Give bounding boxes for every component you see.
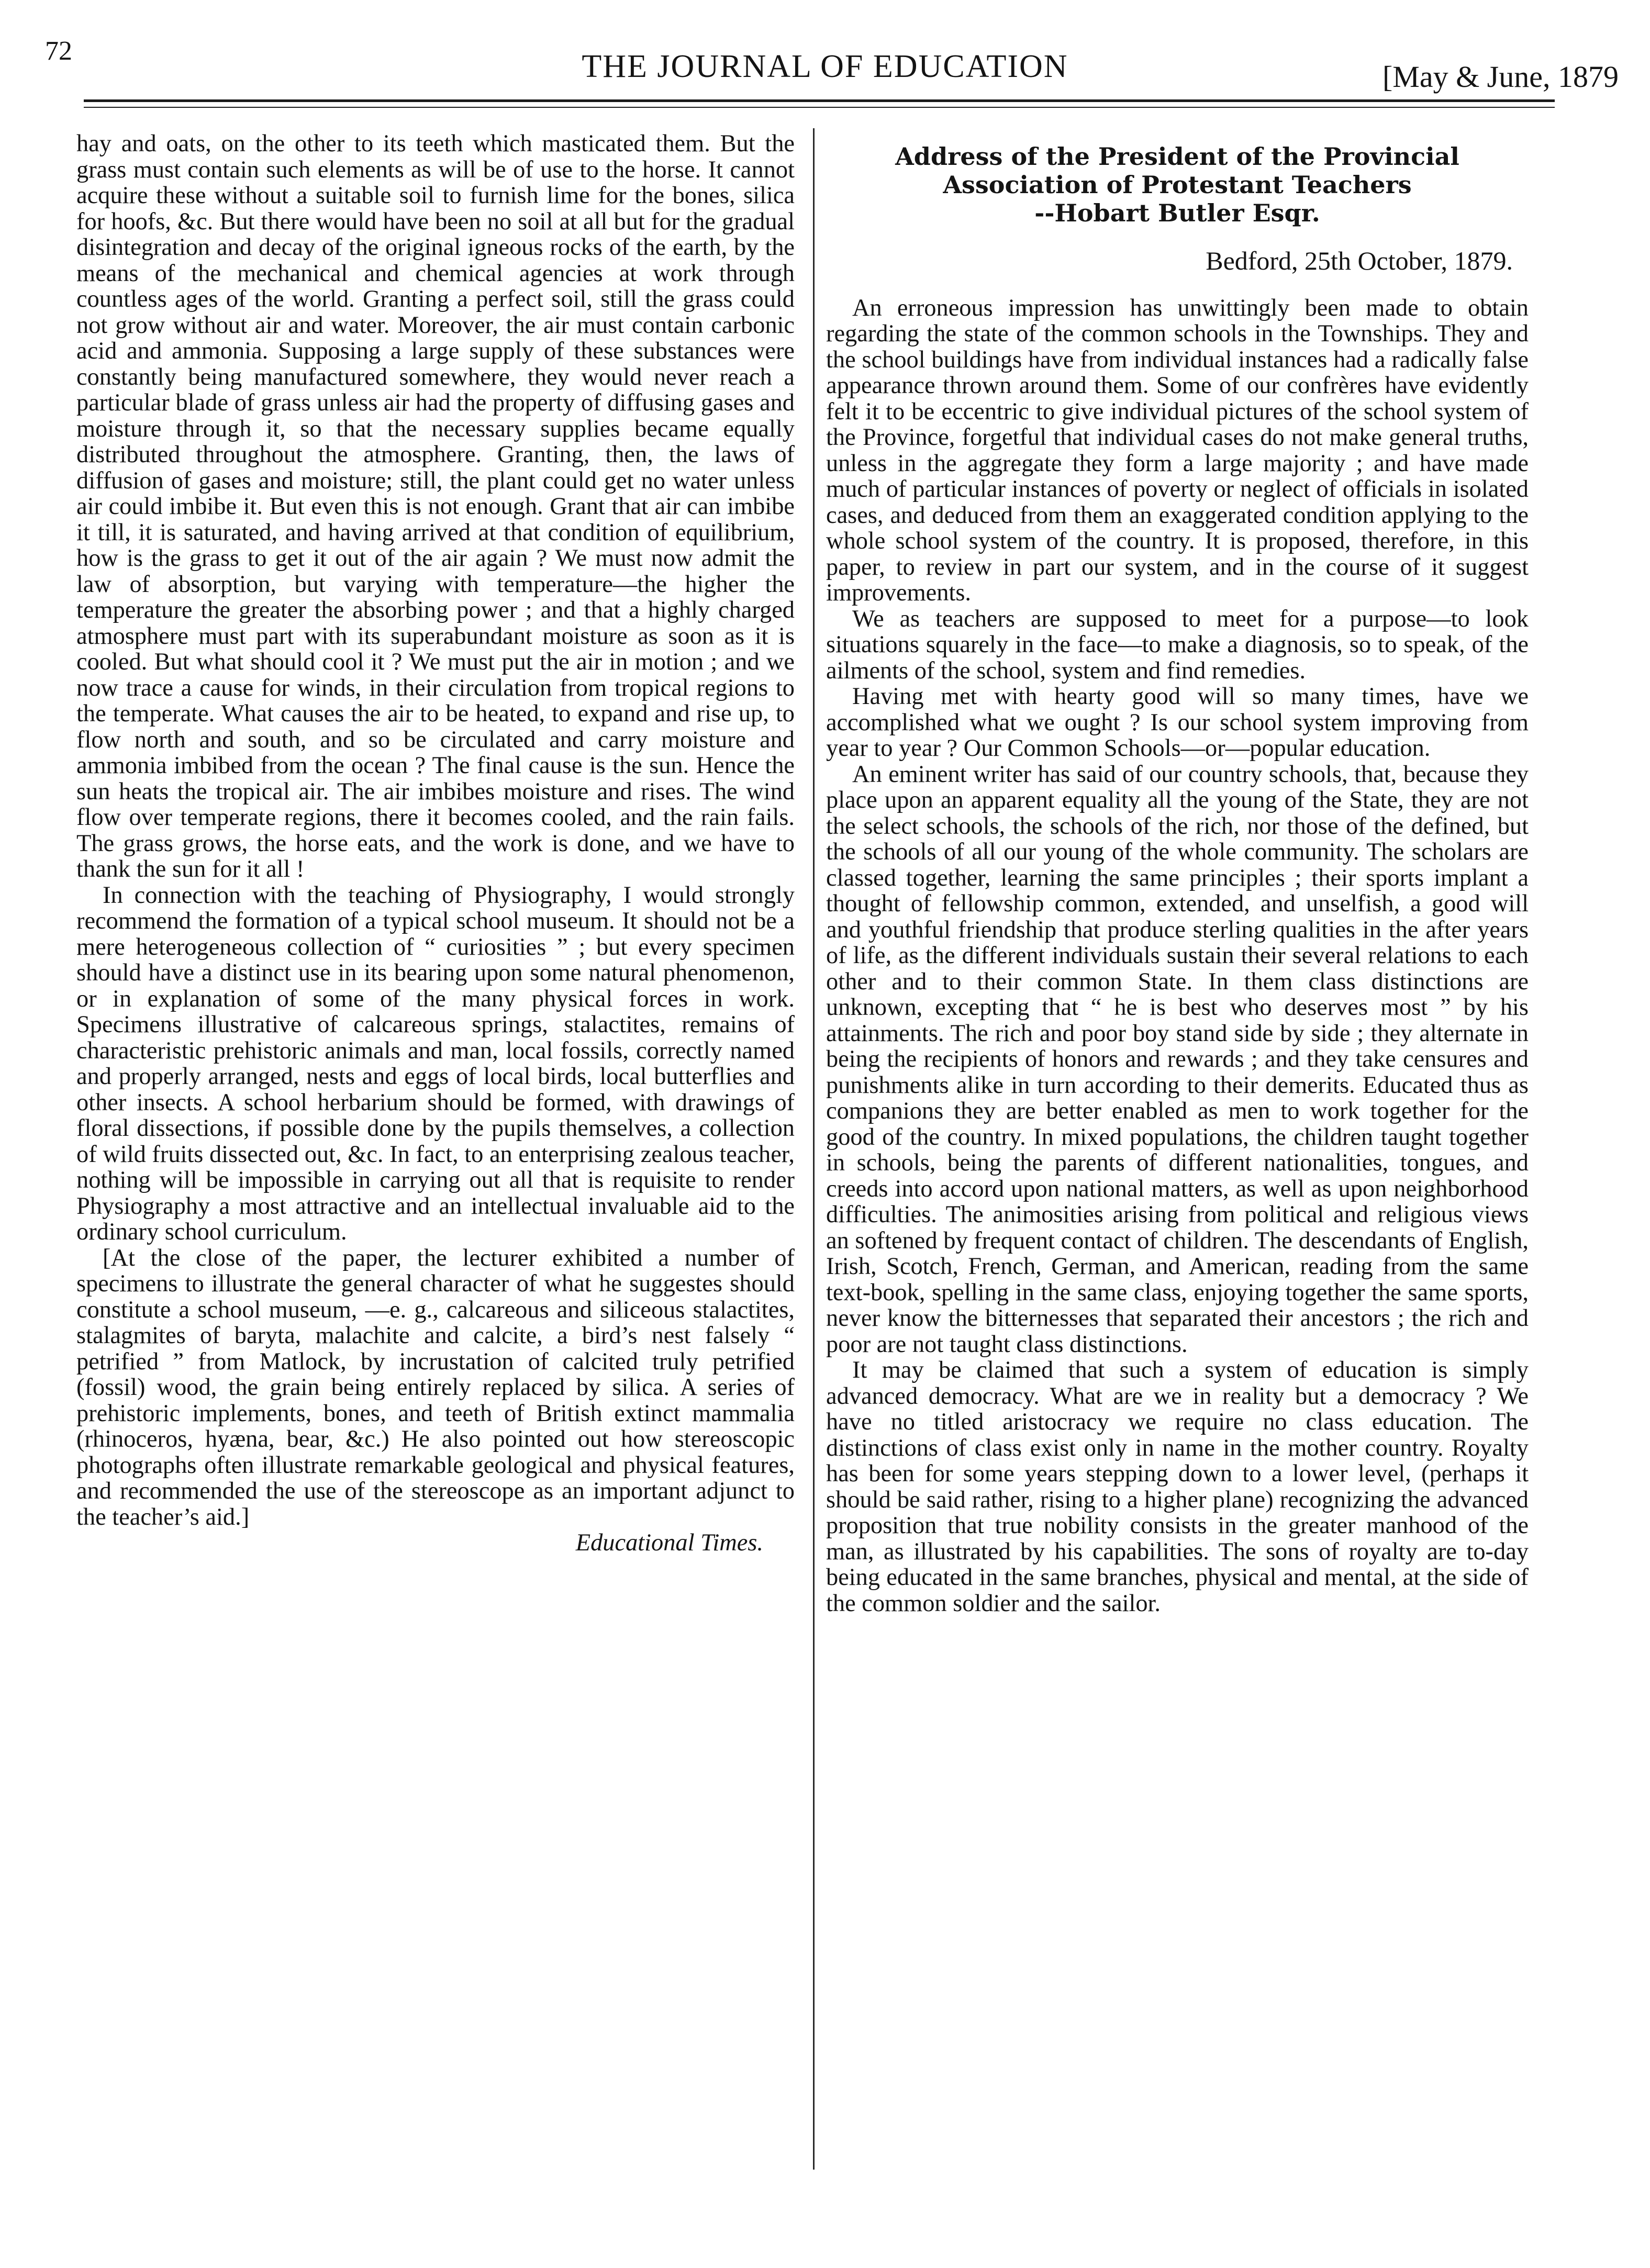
page-number: 72 (45, 36, 72, 66)
left-paragraph-3: [At the close of the paper, the lecturer exhibited a number of specimens to illustrate the general character of what he suggestes should constitute a school museum, —e. g., calcareous and siliceous stalactites, stalagmites of baryta, malachite and calcite, a bird’s nest falsely “ petrified ” from Matlock, by incrustation of calcited truly petrified (fossil) wood, the grain being entirely replaced by silica. A series of prehistoric implements, bones, and teeth of British extinct mammalia (rhinoceros, hyæna, bear, &c.) He also pointed out how stereoscopic photographs often illustrate remarkable geological and physical features, and recommended the use of the stereoscope as an important adjunct to the teacher’s aid.] (76, 1244, 795, 1530)
right-column (826, 131, 1529, 1616)
header-rule (84, 99, 1555, 102)
left-column (76, 131, 795, 1556)
article-title-line-1: Address of the President of the Provincial (895, 142, 1459, 171)
issue-date: [May & June, 1879 (1382, 60, 1619, 94)
right-paragraph-1: An erroneous impression has unwittingly been made to obtain regarding the state of the common schools in the Townships. They and the school buildings have from individual instances had a radically false appearance thrown around them. Some of our confrères have evidently felt it to be eccentric to give individual pictures of the school system of the Province, forgetful that individual cases do not make general truths, unless in the aggregate they form a large majority ; and have made much of particular instances of poverty or neglect of officials in isolated cases, and deduced from them an exaggerated condition applying to the whole school system of the country. It is proposed, therefore, in this paper, to review in part our system, and in the course of it suggest improvements. (826, 294, 1529, 606)
left-paragraph-2: In connection with the teaching of Physiography, I would strongly recommend the formation of a typical school museum. It should not be a mere heterogeneous collection of “ curiosities ” ; but every specimen should have a distinct use in its bearing upon some natural phenomenon, or in explanation of some of the many physical forces in work. Specimens illustrative of calcareous springs, stalactites, remains of characteristic prehistoric animals and man, local fossils, correctly named and properly arranged, nests and eggs of local birds, local butterflies and other insects. A school herbarium should be formed, with drawings of floral dissections, if possible done by the pupils themselves, a collection of wild fruits dissected out, &c. In fact, to an enterprising zealous teacher, nothing will be impossible in carrying out all that is requisite to render Physiography a most attractive and an intellectual invaluable aid to the ordinary school curriculum. (76, 881, 795, 1245)
right-paragraph-4: An eminent writer has said of our country schools, that, because they place upon an apparent equality all the young of the State, they are not the select schools, the schools of the rich, nor those of the defined, but the schools of all our young of the whole community. The scholars are classed together, learning the same principles ; their sports implant a thought of fellowship common, extended, and unselfish, a good will and youthful friendship that produce sterling qualities in the after years of life, as the different individuals sustain their several relations to each other and to their common State. In them class distinctions are unknown, excepting that “ he is best who deserves most ” by his attainments. The rich and poor boy stand side by side ; they alternate in being the recipients of honors and rewards ; and they take censures and punishments alike in turn according to their demerits. Educated thus as companions they are better enabled as men to work together for the good of the country. In mixed populations, the children taught together in schools, being the parents of different nationalities, tongues, and creeds into accord upon national matters, as well as upon neighborhood difficulties. The animosities arising from political and religious views an softened by frequent contact of children. The descendants of English, Irish, Scotch, French, German, and American, reading from the same text-book, spelling in the same class, enjoying together the same sports, never know the bitternesses that separated their ancestors ; the rich and poor are not taught class distinctions. (826, 761, 1529, 1358)
right-paragraph-5: It may be claimed that such a system of education is simply advanced democracy. What are we in reality but a democracy ? We have no titled aristocracy we require no class education. The distinctions of class exist only in name in the mother country. Royalty has been for some years stepping down to a lower level, (perhaps it should be said rather, rising to a higher plane) recognizing the advanced proposition that true nobility consists in the greater manhood of the man, as illustrated by his capabilities. The sons of royalty are to-day being educated in the same branches, physical and mental, at the side of the common soldier and the sailor. (826, 1357, 1529, 1617)
dateline: Bedford, 25th October, 1879. (1206, 246, 1513, 275)
column-divider (813, 128, 815, 2170)
right-paragraph-2: We as teachers are supposed to meet for a purpose—to look situations squarely in the face—to make a diagnosis, so to speak, of the ailments of the school, system and find remedies. (826, 605, 1529, 684)
article-title-line-3: --Hobart Butler Esqr. (1034, 199, 1320, 227)
left-paragraph-1: hay and oats, on the other to its teeth which masticated them. But the grass must contain such elements as will be of use to the horse. It cannot acquire these without a suitable soil to furnish lime for the bones, silica for hoofs, &c. But there would have been no soil at all but for the gradual disintegration and decay of the original igneous rocks of the earth, by the means of the mechanical and chemical agencies at work through countless ages of the world. Granting a perfect soil, still the grass could not grow without air and water. Moreover, the air must contain carbonic acid and ammonia. Supposing a large supply of these substances were constantly being manufactured somewhere, they would never reach a particular blade of grass unless air had the property of diffusing gases and moisture through it, so that the necessary supplies became equally distributed throughout the atmosphere. Granting, then, the laws of diffusion of gases and moisture; still, the plant could get no water unless air could imbibe it. But even this is not enough. Grant that air can imbibe it till, it is saturated, and having arrived at that condition of equilibrium, how is the grass to get it out of the air again ? We must now admit the law of absorption, but varying with temperature—the higher the temperature the greater the absorbing power ; and that a highly charged atmosphere must part with its superabundant moisture as soon as it is cooled. But what should cool it ? We must put the air in motion ; and we now trace a cause for winds, in their circulation from tropical regions to the temperate. What causes the air to be heated, to expand and rise up, to flow north and south, and so be circulated and carry moisture and ammonia imbibed from the ocean ? The final cause is the sun. Hence the sun heats the tropical air. The air imbibes moisture and rises. The wind flow over temperate regions, there it becomes cooled, and the rain fails. The grass grows, the horse eats, and the work is done, and we have to thank the sun for it all ! (76, 130, 795, 882)
article-title (826, 142, 1529, 227)
article-title-line-2: Association of Protestant Teachers (943, 171, 1412, 199)
header-rule-thin (84, 107, 1555, 108)
right-paragraph-3: Having met with hearty good will so many times, have we accomplished what we ought ? Is our school system improving from year to year ? Our Common Schools—or—popular education. (826, 683, 1529, 762)
source-credit: Educational Times. (575, 1529, 763, 1556)
journal-title: THE JOURNAL OF EDUCATION (582, 49, 1068, 84)
